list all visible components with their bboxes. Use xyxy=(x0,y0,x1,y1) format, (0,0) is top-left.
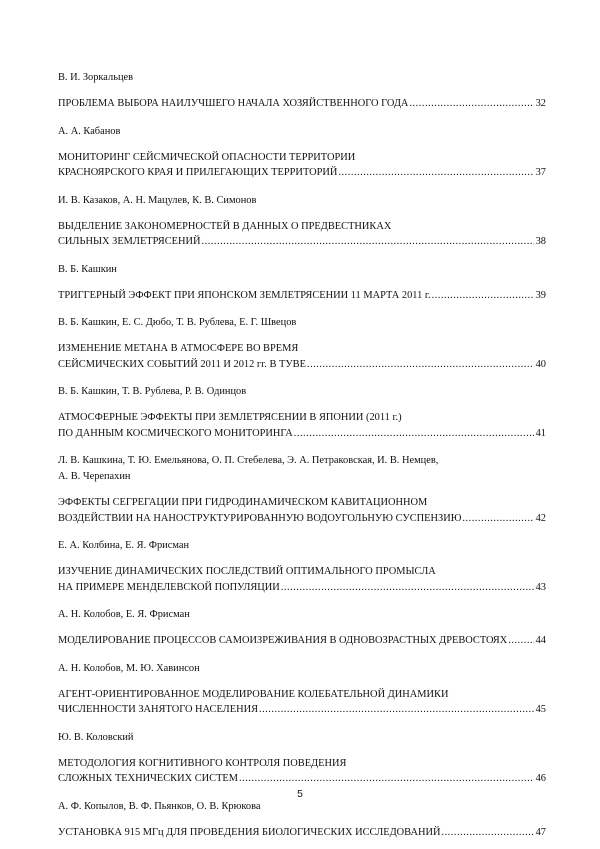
entry-title-line: СЛОЖНЫХ ТЕХНИЧЕСКИХ СИСТЕМ xyxy=(58,773,239,784)
entry-authors: В. И. Зоркальцев xyxy=(58,72,134,83)
dot-leader xyxy=(338,165,533,181)
entry-authors: В. Б. Кашкин, Е. С. Дюбо, Т. В. Рублева, Е. Г. Швецов xyxy=(58,317,297,328)
entry-title xyxy=(58,564,546,595)
entry-authors: Л. В. Кашкина, Т. Ю. Емельянова, О. П. Стебелева, Э. А. Петраковская, И. В. Немцев, xyxy=(58,455,439,466)
entry-page-number: 32 xyxy=(535,98,546,109)
entry-page-number: 38 xyxy=(535,236,546,247)
entry-authors: И. В. Казаков, А. Н. Мацулев, К. В. Симонов xyxy=(58,194,257,206)
entry-title xyxy=(58,825,546,841)
entry-spacer xyxy=(58,303,546,315)
entry-title-line: АТМОСФЕРНЫЕ ЭФФЕКТЫ ПРИ ЗЕМЛЕТРЯСЕНИИ В ЯПОНИИ (2011 г.) xyxy=(58,412,402,423)
toc-entry xyxy=(58,607,546,661)
entry-page-number: 40 xyxy=(535,358,546,370)
entry-title-line: СИЛЬНЫХ ЗЕМЛЕТРЯСЕНИЙ xyxy=(58,236,201,247)
entry-spacer xyxy=(58,112,546,124)
toc-entry xyxy=(58,193,546,262)
toc-entry xyxy=(58,538,546,607)
entry-title-line: КРАСНОЯРСКОГО КРАЯ И ПРИЛЕГАЮЩИХ ТЕРРИТОРИЙ xyxy=(58,167,338,178)
table-of-contents xyxy=(58,70,546,840)
entry-title-line: СЕЙСМИЧЕСКИХ СОБЫТИЙ 2011 И 2012 гг. В ТУВЕ xyxy=(58,358,306,370)
dot-leader xyxy=(409,96,533,112)
toc-entry xyxy=(58,661,546,730)
entry-authors: А. Н. Колобов, Е. Я. Фрисман xyxy=(58,609,190,620)
entry-title-line: МЕТОДОЛОГИЯ КОГНИТИВНОГО КОНТРОЛЯ ПОВЕДЕНИЯ xyxy=(58,757,347,769)
entry-authors: А. Ф. Копылов, В. Ф. Пьянков, О. В. Крюкова xyxy=(58,800,261,812)
entry-page-number: 44 xyxy=(535,635,546,646)
entry-authors: А. А. Кабанов xyxy=(58,125,121,137)
entry-spacer xyxy=(58,649,546,661)
toc-entry xyxy=(58,70,546,124)
entry-title xyxy=(58,687,546,718)
page-number: 5 xyxy=(297,789,303,800)
dot-leader xyxy=(202,234,534,250)
entry-authors: В. Б. Кашкин, Т. В. Рублева, Р. В. Одинцов xyxy=(58,386,247,397)
entry-page-number: 37 xyxy=(535,167,546,178)
entry-title-line: АГЕНТ-ОРИЕНТИРОВАННОЕ МОДЕЛИРОВАНИЕ КОЛЕБАТЕЛЬНОЙ ДИНАМИКИ xyxy=(58,688,449,700)
entry-page-number: 47 xyxy=(535,826,546,838)
dot-leader xyxy=(281,580,534,596)
entry-spacer xyxy=(58,250,546,262)
dot-leader xyxy=(441,825,533,841)
toc-entry xyxy=(58,799,546,841)
entry-title-line: УСТАНОВКА 915 МГц ДЛЯ ПРОВЕДЕНИЯ БИОЛОГИЧЕСКИХ ИССЛЕДОВАНИЙ xyxy=(58,826,441,838)
entry-title-line: ИЗМЕНЕНИЕ МЕТАНА В АТМОСФЕРЕ ВО ВРЕМЯ xyxy=(58,343,299,354)
entry-title-line: ПО ДАННЫМ КОСМИЧЕСКОГО МОНИТОРИНГА xyxy=(58,427,293,439)
dot-leader xyxy=(307,357,534,373)
entry-title xyxy=(58,96,546,112)
entry-title-line: МОНИТОРИНГ СЕЙСМИЧЕСКОЙ ОПАСНОСТИ ТЕРРИТОРИИ xyxy=(58,151,356,163)
dot-leader xyxy=(508,633,533,649)
entry-page-number: 41 xyxy=(535,427,546,439)
entry-title-line: МОДЕЛИРОВАНИЕ ПРОЦЕССОВ САМОИЗРЕЖИВАНИЯ В ОДНОВОЗРАСТНЫХ ДРЕВОСТОЯХ xyxy=(58,635,508,646)
entry-title-line: НА ПРИМЕРЕ МЕНДЕЛЕВСКОЙ ПОПУЛЯЦИИ xyxy=(58,581,280,593)
entry-title xyxy=(58,341,546,372)
entry-spacer xyxy=(58,595,546,607)
dot-leader xyxy=(259,702,534,718)
entry-authors: Е. А. Колбина, Е. Я. Фрисман xyxy=(58,540,190,551)
entry-title xyxy=(58,756,546,787)
entry-title xyxy=(58,410,546,441)
entry-title xyxy=(58,288,546,304)
entry-title-line: ВЫДЕЛЕНИЕ ЗАКОНОМЕРНОСТЕЙ В ДАННЫХ О ПРЕДВЕСТНИКАХ xyxy=(58,220,392,232)
toc-entry xyxy=(58,262,546,316)
entry-title xyxy=(58,150,546,181)
entry-title-line: ИЗУЧЕНИЕ ДИНАМИЧЕСКИХ ПОСЛЕДСТВИЙ ОПТИМАЛЬНОГО ПРОМЫСЛА xyxy=(58,566,436,577)
entry-title-line: ЧИСЛЕННОСТИ ЗАНЯТОГО НАСЕЛЕНИЯ xyxy=(58,704,259,715)
toc-entry xyxy=(58,315,546,384)
dot-leader xyxy=(462,511,533,527)
entry-authors: В. Б. Кашкин xyxy=(58,263,117,275)
dot-leader xyxy=(239,771,534,787)
entry-spacer xyxy=(58,526,546,538)
entry-authors-continued: А. В. Черепахин xyxy=(58,471,131,482)
entry-authors: Ю. В. Коловский xyxy=(58,731,134,743)
toc-entry xyxy=(58,453,546,538)
entry-spacer xyxy=(58,718,546,730)
entry-spacer xyxy=(58,441,546,453)
dot-leader xyxy=(294,426,534,442)
entry-spacer xyxy=(58,181,546,193)
entry-page-number: 45 xyxy=(535,704,546,715)
entry-page-number: 43 xyxy=(535,581,546,593)
entry-title xyxy=(58,633,546,649)
entry-title xyxy=(58,495,546,526)
entry-title-line: ТРИГГЕРНЫЙ ЭФФЕКТ ПРИ ЯПОНСКОМ ЗЕМЛЕТРЯСЕНИИ 11 МАРТА 2011 г. xyxy=(58,289,431,301)
entry-spacer xyxy=(58,372,546,384)
entry-authors: А. Н. Колобов, М. Ю. Хавинсон xyxy=(58,662,200,674)
entry-title-line: ЭФФЕКТЫ СЕГРЕГАЦИИ ПРИ ГИДРОДИНАМИЧЕСКОМ КАВИТАЦИОННОМ xyxy=(58,497,428,508)
entry-title-line: ВОЗДЕЙСТВИИ НА НАНОСТРУКТУРИРОВАННУЮ ВОДОУГОЛЬНУЮ СУСПЕНЗИЮ xyxy=(58,512,462,524)
entry-page-number: 42 xyxy=(535,512,546,524)
entry-title-line: ПРОБЛЕМА ВЫБОРА НАИЛУЧШЕГО НАЧАЛА ХОЗЯЙСТВЕННОГО ГОДА xyxy=(58,98,409,109)
toc-entry xyxy=(58,384,546,453)
entry-page-number: 39 xyxy=(535,289,546,301)
toc-entry xyxy=(58,124,546,193)
dot-leader xyxy=(432,288,534,304)
entry-page-number: 46 xyxy=(535,773,546,784)
entry-title xyxy=(58,219,546,250)
